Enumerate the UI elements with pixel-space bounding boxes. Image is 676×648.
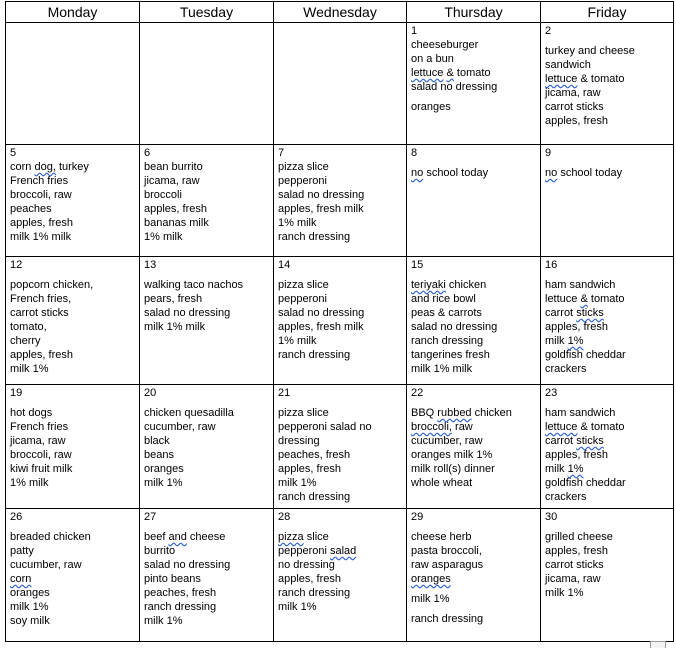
menu-item: tangerines fresh	[411, 349, 490, 361]
day-cell	[6, 145, 140, 257]
header-wednesday: Wednesday	[274, 2, 407, 23]
menu-item: oranges	[411, 101, 451, 113]
menu-item: lettuce & tomato	[411, 67, 491, 79]
menu-item: pizza slice	[278, 161, 329, 173]
menu-item: French fries,	[10, 293, 72, 305]
day-number: 28	[278, 511, 291, 523]
menu-item: cucumber, raw	[144, 421, 216, 433]
menu-item: pepperoni salad no	[278, 421, 372, 433]
menu-item: lettuce & tomato	[545, 421, 625, 433]
menu-item: goldfish cheddar	[545, 477, 626, 489]
day-cell	[140, 257, 274, 385]
day-cell	[541, 509, 674, 642]
menu-item: whole wheat	[411, 477, 473, 489]
day-number: 21	[278, 387, 291, 399]
week-row	[6, 509, 674, 642]
menu-item: milk 1%	[545, 335, 584, 347]
menu-item: kiwi fruit milk	[10, 463, 73, 475]
day-number: 7	[278, 147, 285, 159]
day-cell	[541, 257, 674, 385]
menu-item: peaches	[10, 203, 52, 215]
menu-item: apples, fresh	[278, 573, 341, 585]
menu-item: hot dogs	[10, 407, 53, 419]
menu-item: no school today	[411, 167, 489, 179]
menu-item: cherry	[10, 335, 41, 347]
day-cell	[140, 509, 274, 642]
menu-item: 1% milk	[278, 335, 317, 347]
lunch-menu-calendar	[5, 1, 674, 642]
menu-item: pasta broccoli,	[411, 545, 482, 557]
menu-item: and rice bowl	[411, 293, 476, 305]
menu-item: ranch dressing	[278, 587, 351, 599]
menu-item: grilled cheese	[545, 531, 613, 543]
menu-item: breaded chicken	[10, 531, 91, 543]
menu-item: tomato,	[10, 321, 47, 333]
menu-item: oranges	[411, 573, 451, 585]
menu-item: milk 1%	[278, 601, 317, 613]
menu-item: oranges	[10, 587, 50, 599]
menu-item: burrito	[144, 545, 176, 557]
day-number: 12	[10, 259, 23, 271]
menu-item: salad no dressing	[411, 81, 498, 93]
menu-item: milk 1%	[144, 477, 183, 489]
menu-item: ranch dressing	[278, 231, 351, 243]
day-cell	[407, 509, 541, 642]
menu-item: carrot sticks	[10, 307, 69, 319]
menu-item: apples, fresh milk	[278, 203, 364, 215]
day-cell	[140, 145, 274, 257]
day-number: 23	[545, 387, 558, 399]
day-number	[278, 24, 402, 38]
menu-item: jicama, raw	[545, 87, 601, 99]
menu-item: BBQ rubbed chicken	[411, 407, 512, 419]
menu-item: black	[144, 435, 170, 447]
day-cell	[407, 145, 541, 257]
menu-item: milk 1%	[10, 601, 49, 613]
menu-item: peaches, fresh	[144, 587, 217, 599]
menu-item: salad no dressing	[411, 321, 498, 333]
day-cell	[6, 23, 140, 145]
menu-item: apples, fresh	[10, 349, 73, 361]
day-number: 29	[411, 511, 424, 523]
menu-item: jicama, raw	[144, 175, 200, 187]
day-number: 22	[411, 387, 424, 399]
day-cell	[407, 257, 541, 385]
menu-item: 1% milk	[278, 217, 317, 229]
day-cell	[6, 257, 140, 385]
menu-item: carrot sticks	[545, 559, 604, 571]
weekday-header-row	[6, 2, 674, 23]
menu-item: French fries	[10, 175, 69, 187]
menu-item: ranch dressing	[278, 349, 351, 361]
menu-item: milk 1%	[144, 615, 183, 627]
day-cell	[140, 385, 274, 509]
menu-item: sandwich	[545, 59, 591, 71]
menu-item: raw asparagus	[411, 559, 484, 571]
day-number: 27	[144, 511, 157, 523]
day-number: 30	[545, 511, 558, 523]
header-tuesday: Tuesday	[140, 2, 274, 23]
menu-item: ranch dressing	[278, 491, 351, 503]
day-cell	[274, 23, 407, 145]
menu-item: apples, fresh milk	[278, 321, 364, 333]
menu-item: apples, fresh	[545, 545, 608, 557]
menu-item: lettuce & tomato	[545, 73, 625, 85]
day-number: 9	[545, 147, 552, 159]
week-row	[6, 385, 674, 509]
day-number	[144, 24, 269, 38]
day-number: 14	[278, 259, 291, 271]
day-number: 19	[10, 387, 23, 399]
menu-item: ranch dressing	[411, 613, 484, 625]
menu-item: cheese herb	[411, 531, 472, 543]
menu-item: lettuce & tomato	[545, 293, 625, 305]
menu-item: oranges milk 1%	[411, 449, 493, 461]
menu-item: on a bun	[411, 53, 454, 65]
menu-item: milk 1% milk	[144, 321, 206, 333]
menu-item: apples, fresh	[545, 115, 608, 127]
menu-item: broccoli, raw	[10, 189, 72, 201]
menu-item: 1% milk	[144, 231, 183, 243]
week-row	[6, 23, 674, 145]
week-row	[6, 257, 674, 385]
day-cell	[274, 257, 407, 385]
menu-item: apples, fresh	[545, 321, 608, 333]
menu-item: salad no dressing	[278, 307, 365, 319]
menu-item: bean burrito	[144, 161, 203, 173]
menu-item: apples, fresh	[10, 217, 73, 229]
menu-item: dressing	[278, 435, 320, 447]
day-cell	[274, 385, 407, 509]
menu-item: teriyaki chicken	[411, 279, 487, 291]
menu-item: apples, fresh	[144, 203, 207, 215]
menu-item: corn	[10, 573, 32, 585]
menu-item: ranch dressing	[144, 601, 217, 613]
day-number: 13	[144, 259, 157, 271]
menu-item: pizza slice	[278, 279, 329, 291]
menu-item: pears, fresh	[144, 293, 203, 305]
day-cell	[407, 385, 541, 509]
menu-item: pepperoni salad	[278, 545, 357, 557]
day-number: 2	[545, 25, 552, 37]
day-cell	[6, 385, 140, 509]
menu-item: ham sandwich	[545, 279, 616, 291]
day-number: 20	[144, 387, 157, 399]
menu-item: milk 1%	[545, 587, 584, 599]
menu-item: soy milk	[10, 615, 50, 627]
menu-item: milk roll(s) dinner	[411, 463, 495, 475]
menu-item: no school today	[545, 167, 623, 179]
menu-item: pinto beans	[144, 573, 201, 585]
day-cell	[541, 385, 674, 509]
menu-item: oranges	[144, 463, 184, 475]
menu-item: broccoli	[144, 189, 182, 201]
menu-item: French fries	[10, 421, 69, 433]
week-row	[6, 145, 674, 257]
menu-item: broccoli, raw	[411, 421, 473, 433]
menu-item: turkey and cheese	[545, 45, 635, 57]
day-number: 26	[10, 511, 23, 523]
menu-item: crackers	[545, 491, 587, 503]
menu-item: milk 1%	[278, 477, 317, 489]
menu-item: corn dog, turkey	[10, 161, 89, 173]
menu-item: carrot sticks	[545, 435, 604, 447]
menu-item: ham sandwich	[545, 407, 616, 419]
menu-item: salad no dressing	[144, 559, 231, 571]
menu-item: milk 1%	[10, 363, 49, 375]
day-cell	[407, 23, 541, 145]
menu-item: apples, fresh	[278, 463, 341, 475]
menu-item: cucumber, raw	[10, 559, 82, 571]
header-monday: Monday	[6, 2, 140, 23]
menu-item: beef and cheese	[144, 531, 226, 543]
menu-item: pizza slice	[278, 407, 329, 419]
menu-item: cheeseburger	[411, 39, 479, 51]
menu-item: cucumber, raw	[411, 435, 483, 447]
menu-item: milk 1% milk	[411, 363, 473, 375]
menu-item: jicama, raw	[10, 435, 66, 447]
menu-item: milk 1%	[411, 593, 450, 605]
menu-item: milk 1%	[545, 463, 584, 475]
menu-item: carrot sticks	[545, 101, 604, 113]
menu-item: salad no dressing	[278, 189, 365, 201]
menu-item: goldfish cheddar	[545, 349, 626, 361]
menu-item: pizza slice	[278, 531, 329, 543]
menu-item: 1% milk	[10, 477, 49, 489]
day-number: 16	[545, 259, 558, 271]
menu-item: no dressing	[278, 559, 335, 571]
day-number: 8	[411, 147, 418, 159]
header-thursday: Thursday	[407, 2, 541, 23]
day-cell	[140, 23, 274, 145]
day-cell	[541, 145, 674, 257]
menu-item: salad no dressing	[144, 307, 231, 319]
menu-item: apples, fresh	[545, 449, 608, 461]
day-number: 1	[411, 25, 418, 37]
menu-item: crackers	[545, 363, 587, 375]
menu-item: ranch dressing	[411, 335, 484, 347]
day-cell	[274, 509, 407, 642]
day-cell	[274, 145, 407, 257]
menu-item: bananas milk	[144, 217, 209, 229]
menu-item: peas & carrots	[411, 307, 482, 319]
day-number: 6	[144, 147, 151, 159]
menu-item: pepperoni	[278, 175, 327, 187]
menu-item: broccoli, raw	[10, 449, 72, 461]
day-number	[10, 24, 135, 38]
menu-item: walking taco nachos	[144, 279, 244, 291]
menu-item: carrot sticks	[545, 307, 604, 319]
menu-item: patty	[10, 545, 34, 557]
menu-item: pepperoni	[278, 293, 327, 305]
day-cell	[6, 509, 140, 642]
menu-item: peaches, fresh	[278, 449, 351, 461]
menu-item: milk 1% milk	[10, 231, 72, 243]
menu-item: beans	[144, 449, 174, 461]
menu-item: popcorn chicken,	[10, 279, 94, 291]
menu-item: chicken quesadilla	[144, 407, 234, 419]
day-number: 15	[411, 259, 424, 271]
day-cell	[541, 23, 674, 145]
day-number: 5	[10, 147, 17, 159]
menu-item: jicama, raw	[545, 573, 601, 585]
header-friday: Friday	[541, 2, 674, 23]
